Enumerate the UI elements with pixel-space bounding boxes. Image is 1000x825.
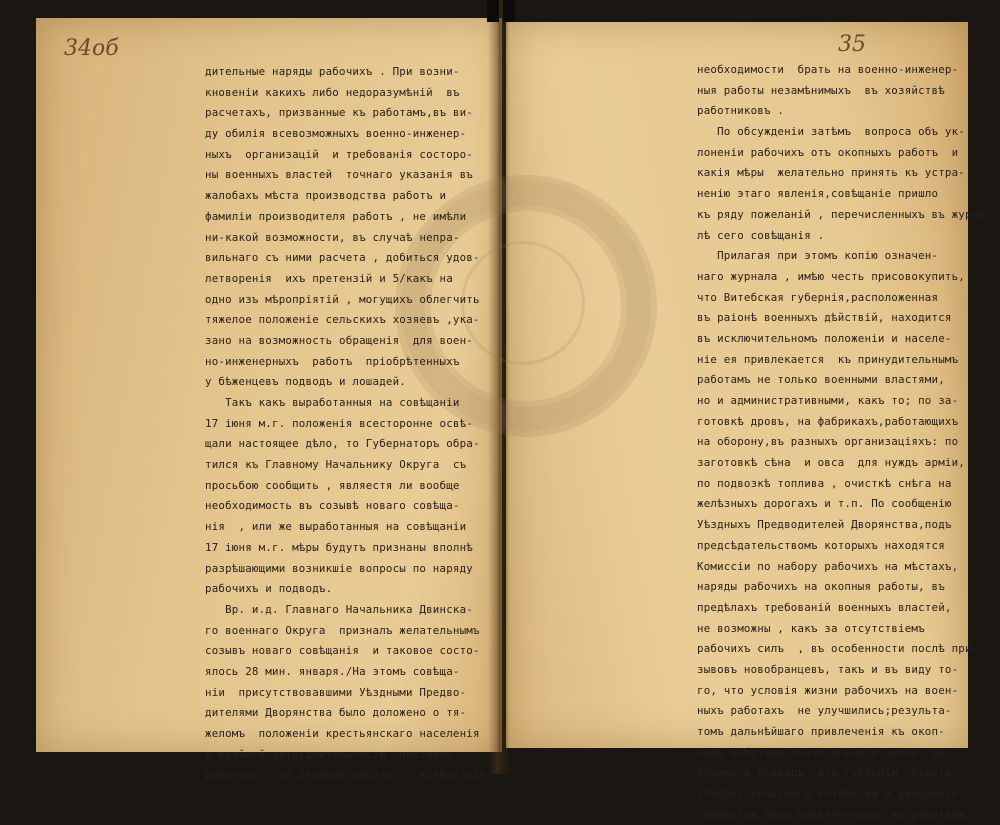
text-line: созывъ новаго совѣщанiя и таковое состо-: [205, 644, 480, 658]
text-line: разрѣшающими возникшiе вопросы по наряду: [205, 561, 474, 575]
text-line: Комиссiи по наборy рабочихъ на мѣстахъ,: [697, 559, 959, 573]
text-line: летворенiя ихъ претензiй и 5/какъ на: [205, 271, 453, 285]
text-line: желѣзныхъ дорогахъ и т.п. По сообщенiю: [697, 497, 952, 511]
text-line: бочихъ и подводъ изъ губернiи будетъ: [697, 766, 952, 780]
text-line: ни-какой возможности, въ случаѣ непра-: [205, 230, 460, 244]
text-line: Такъ какъ выработанныя на совѣщанiи: [205, 396, 460, 409]
text-line: нымъ работамъ значительнаго числа ра-: [697, 745, 952, 759]
text-line: заготовкѣ сѣна и овса для нуждъ армiи,: [697, 456, 966, 470]
text-line: какiя мѣры желательно принять къ устра-: [697, 166, 966, 180]
text-line: ны военныхъ властей точнаго указанiя въ: [205, 168, 474, 182]
text-line: въ исключительномъ положенiи и населе-: [697, 331, 952, 345]
text-line: работниковъ .: [697, 104, 785, 118]
text-line: необходимость въ созывѣ новаго совѣща-: [205, 499, 460, 513]
text-line: 17 iюня м.г. положенiя всесторонне освѣ-: [205, 416, 474, 430]
text-line: что Витебская губернiя,расположенная: [697, 290, 939, 304]
text-line: нiя , или же выработанныя на совѣщанiи: [205, 520, 467, 534]
text-line: фамилiи производителя работъ , не имѣли: [205, 209, 467, 223]
text-line: и крайней затруднительности поставки: [205, 747, 453, 761]
binding-clip: [487, 0, 499, 22]
text-line: дителями Дворянства было доложено о тя-: [205, 706, 467, 720]
text-line: предсѣдательствомъ которыхъ находятся: [697, 538, 945, 552]
folio-number-left: 34об: [64, 36, 119, 61]
text-line: вильнаго съ ними расчета , добиться удов-: [205, 251, 480, 265]
text-line: ныхъ работахъ не улучшились;результа-: [697, 704, 952, 718]
left-page-text: [205, 62, 505, 786]
text-line: работамъ не только военными властями,: [697, 373, 945, 387]
text-line: упадокъ сельскаго хозяйства и разоренiе: [697, 787, 959, 801]
text-line: нiи присутствовавшими Уѣздными Предво-: [205, 685, 467, 699]
text-line: по подвозкѣ топлива , очисткѣ снѣга на: [697, 476, 952, 490]
text-line: не возможны , какъ за отсутствiемъ: [697, 621, 925, 635]
text-line: томъ дальнѣйшаго привлеченiя къ окоп-: [697, 725, 945, 738]
text-line: тился къ Главному Начальнику Округа съ: [205, 458, 467, 472]
text-line: зано на возможность обращенiя для воен-: [205, 333, 474, 347]
text-line: 17 iюня м.г. мѣры будутъ признаны вполнѣ: [205, 540, 474, 554]
text-line: Вр. и.д. Главнаго Начальника Двинска-: [205, 602, 474, 616]
text-line: рабочихъ на окопныя работы , вслѣдствiе: [205, 768, 487, 782]
text-line: рабочихъ и подводъ.: [205, 582, 333, 596]
text-line: но и административными, какъ то; по за-: [697, 394, 959, 407]
text-line: наго журнала , имѣю честь присовокупить,: [697, 269, 966, 283]
text-line: кновенiи какихъ либо недоразумѣнiй въ: [205, 85, 460, 99]
text-line: дительные наряды рабочихъ . При возни-: [205, 65, 460, 78]
text-line: ныхъ организацiй и требованiя состоро-: [205, 147, 474, 161]
text-line: ду обилiя всевозможныхъ военно-инженер-: [205, 127, 467, 141]
text-line: но-инженерныхъ работъ прiобрѣтенныхъ: [205, 354, 460, 368]
text-line: щали настоящее дѣло, то Губернаторъ обра-: [205, 437, 480, 451]
text-line: го, что условiя жизни рабочихъ на воен-: [697, 683, 959, 697]
text-line: наряды рабочихъ на окопныя работы, въ: [697, 580, 945, 594]
text-line: жалобахъ мѣста производства работъ и: [205, 189, 447, 203]
right-page-text: [697, 60, 992, 825]
text-line: желомъ положенiи крестьянскаго населенiя: [205, 727, 480, 740]
text-line: семействъ,лицъ,привлеченныхъ къ работамъ.: [697, 807, 972, 821]
text-line: одно изъ мѣропрiятiй , могущихъ облегчить: [205, 292, 480, 306]
text-line: въ раiонѣ военныхъ дѣйствiй, находится: [697, 311, 952, 325]
text-line: Прилагая при этомъ копiю означен-: [697, 249, 939, 263]
text-line: расчетахъ, призванные къ работамъ,въ ви-: [205, 106, 474, 120]
text-line: ялось 28 мин. января./На этомъ совѣща-: [205, 664, 460, 678]
text-line: Уѣздныхъ Предводителей Дворянства,подъ: [697, 518, 952, 532]
text-line: По обсужденiи затѣмъ вопроса объ ук-: [697, 125, 966, 139]
folio-number-right: 35: [838, 32, 866, 57]
text-line: къ ряду пожеланiй , перечисленныхъ въ журна-: [697, 207, 992, 221]
text-line: тяжелое положенiе сельскихъ хозяевъ ,ука-: [205, 313, 480, 327]
text-line: рабочихъ силъ , въ особенности послѣ при-: [697, 642, 979, 656]
text-line: зывовъ новобранцевъ, такъ и въ виду то-: [697, 662, 959, 676]
text-line: ненiю этаго явленiя,совѣщанiе пришло: [697, 187, 939, 201]
text-line: го военнаго Округа призналъ желательнымъ: [205, 623, 480, 637]
text-line: необходимости брать на военно-инженер-: [697, 63, 959, 76]
text-line: предѣлахъ требованiй военныхъ властей,: [697, 600, 952, 614]
text-line: лоненiи рабочихъ отъ окопныхъ работъ и: [697, 145, 959, 159]
text-line: ныя работы незамѣнимыхъ въ хозяйствѣ: [697, 83, 945, 97]
text-line: нiе ея привлекается къ принудительнымъ: [697, 352, 959, 366]
text-line: лѣ сего совѣщанiя .: [697, 228, 825, 242]
text-line: готовкѣ дровъ, на фабрикахъ,работающихъ: [697, 414, 959, 428]
text-line: у бѣженцевъ подводъ и лошадей.: [205, 375, 407, 389]
text-line: на оборону,въ разныхъ организацiяхъ: по: [697, 435, 959, 449]
text-line: просьбою сообщить , являестя ли вообще: [205, 478, 460, 492]
binding-clip: [503, 0, 515, 22]
